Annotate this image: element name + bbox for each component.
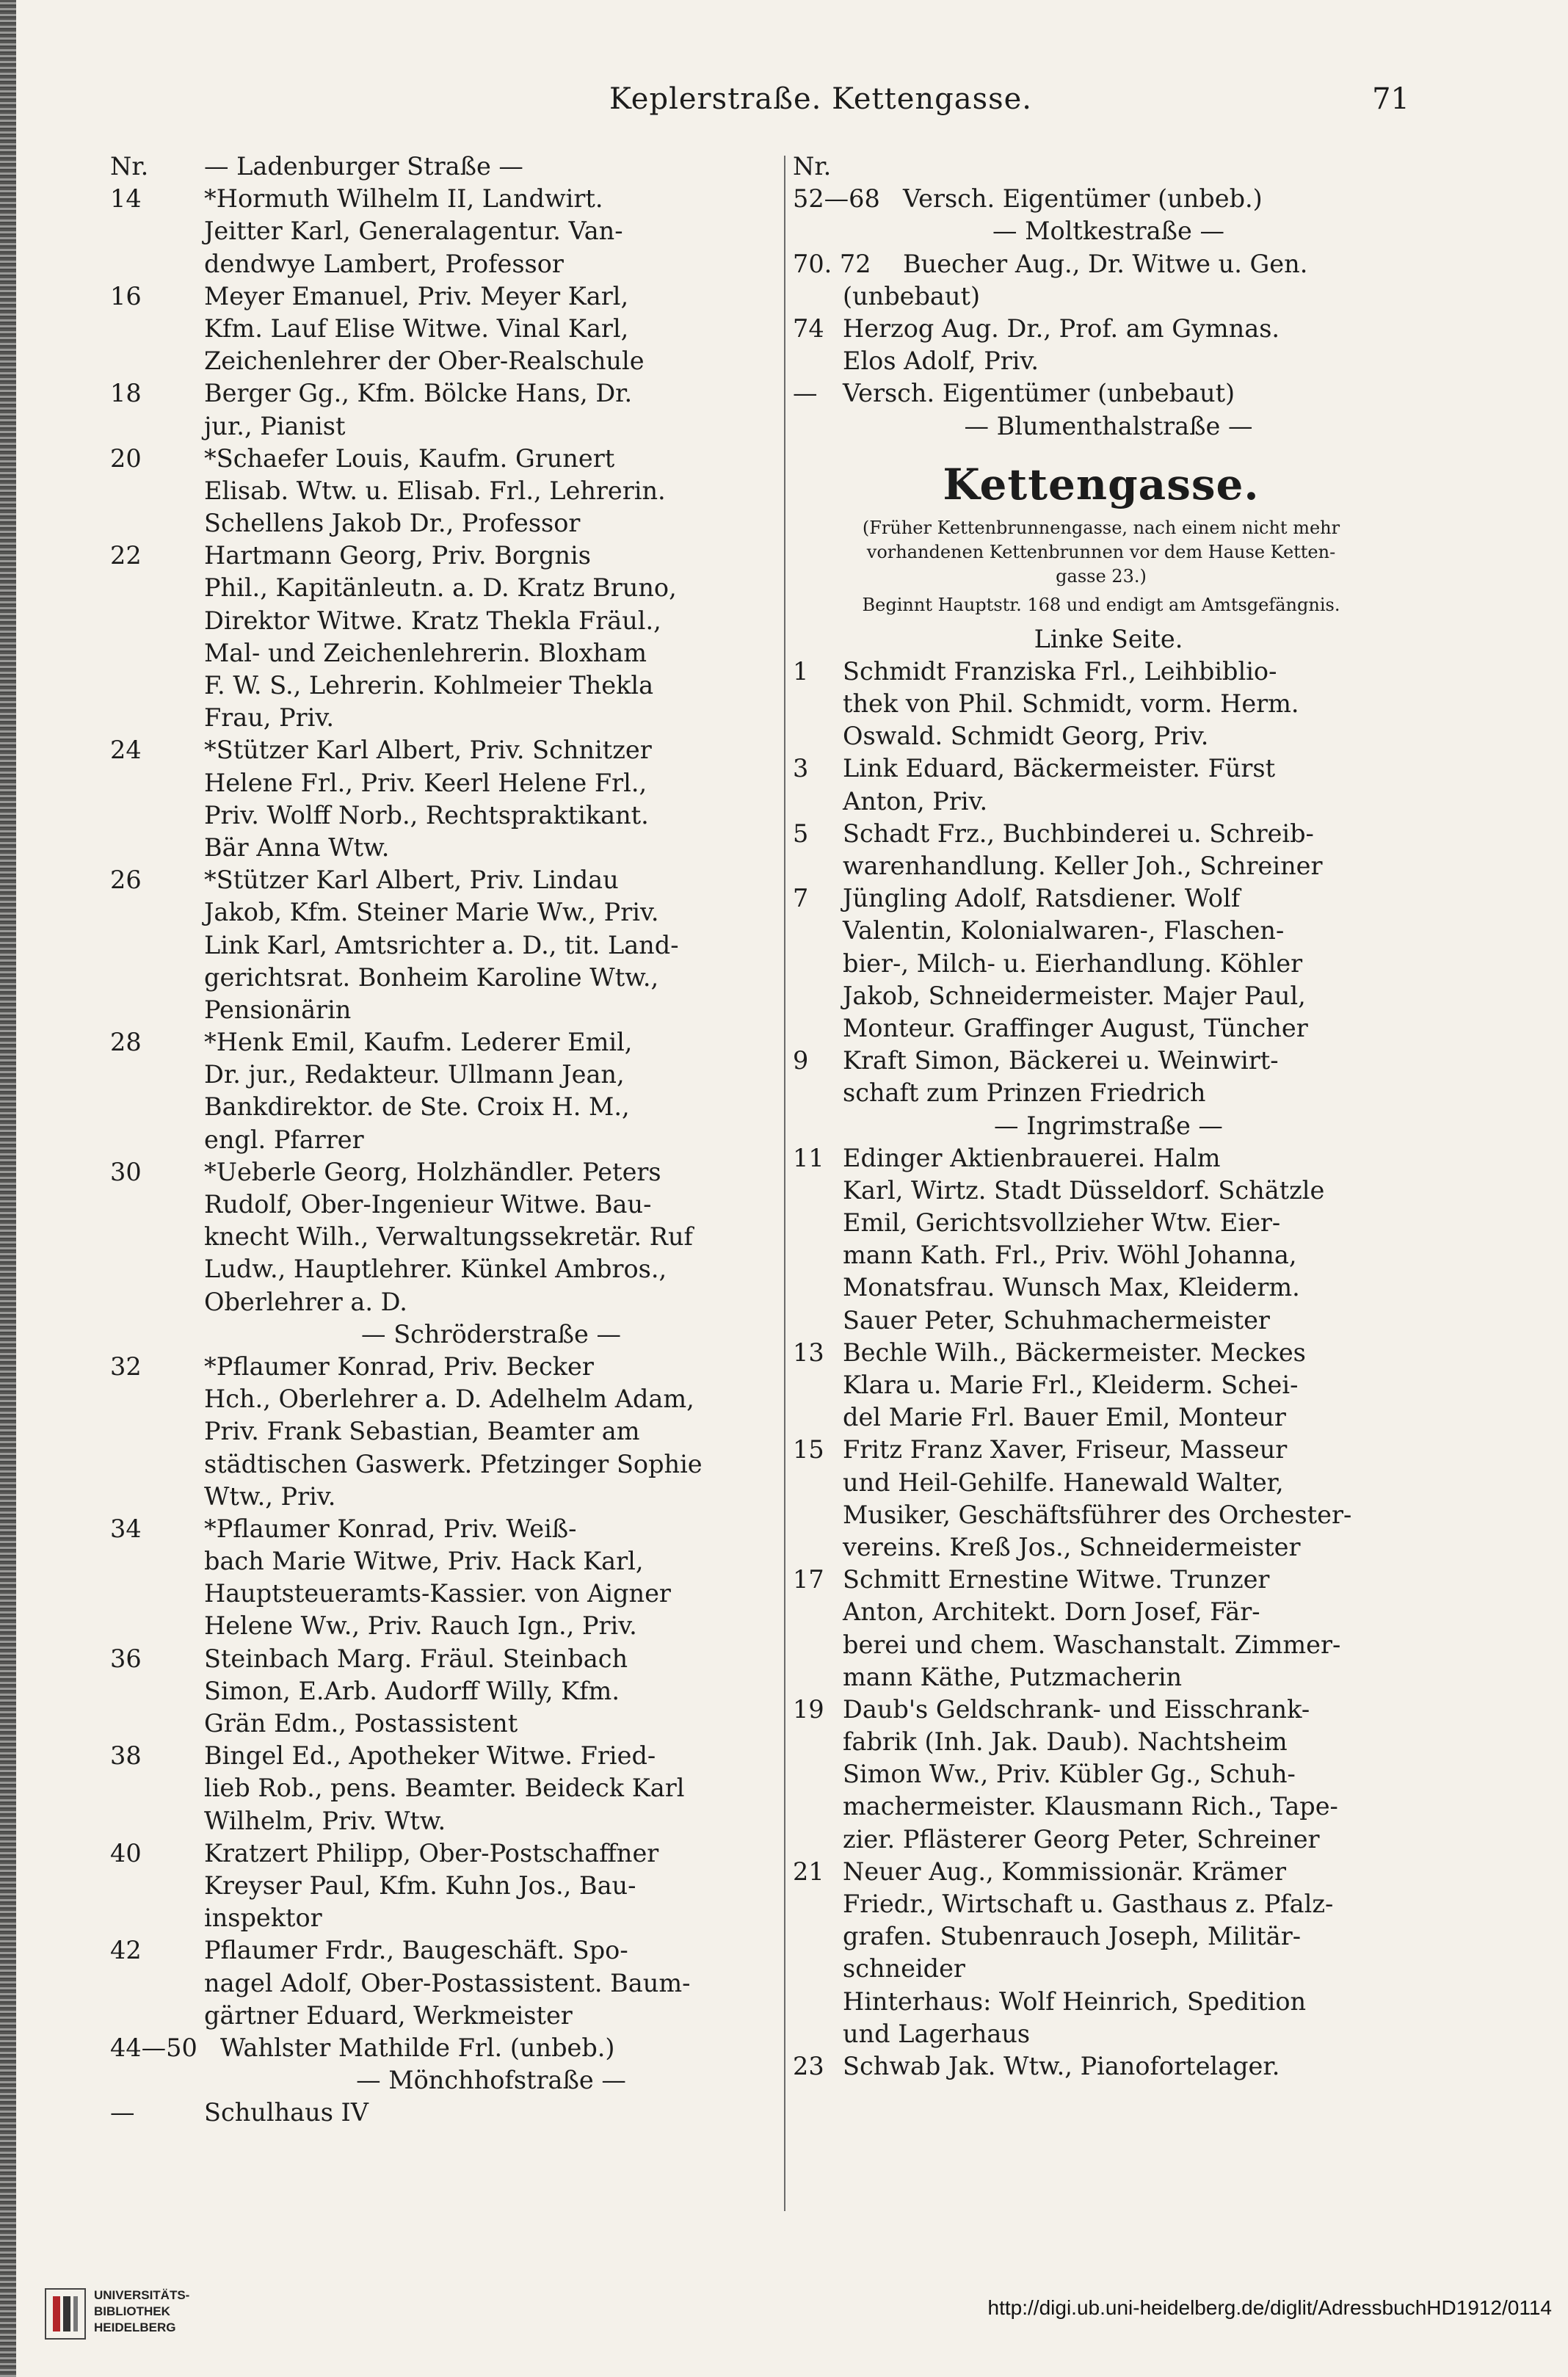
entry-text: Buecher Aug., Dr. Witwe u. Gen. bbox=[903, 249, 1308, 278]
entry-text: Helene Frl., Priv. Keerl Helene Frl., bbox=[204, 768, 647, 797]
entry-continuation bbox=[110, 1059, 778, 1091]
entry-text: Wilhelm, Priv. Wtw. bbox=[204, 1806, 446, 1835]
entry-continuation bbox=[110, 215, 778, 247]
entry-continuation bbox=[110, 313, 778, 345]
section-heading: Kettengasse. bbox=[943, 459, 1260, 509]
entry-continuation bbox=[793, 1888, 1409, 1920]
note-line: Beginnt Hauptstr. 168 und endigt am Amtsgefängnis. bbox=[862, 594, 1340, 615]
house-number: 1 bbox=[793, 656, 809, 686]
right-column bbox=[793, 150, 1409, 2083]
house-number: 22 bbox=[110, 541, 142, 570]
entry-continuation bbox=[793, 688, 1409, 720]
house-number: 42 bbox=[110, 1936, 142, 1965]
entry-text: Berger Gg., Kfm. Bölcke Hans, Dr. bbox=[204, 379, 633, 408]
house-number: 5 bbox=[793, 819, 809, 848]
entry-continuation bbox=[793, 1629, 1409, 1661]
street-divider-text: — Ingrimstraße — bbox=[994, 1111, 1223, 1140]
street-divider bbox=[793, 215, 1409, 247]
entry-text: gärtner Eduard, Werkmeister bbox=[204, 2000, 573, 2030]
house-entry bbox=[110, 443, 778, 475]
house-number: Nr. bbox=[793, 152, 832, 181]
entry-continuation bbox=[793, 1175, 1409, 1207]
entry-text: *Ueberle Georg, Holzhändler. Peters bbox=[204, 1157, 661, 1186]
entry-text: Ludw., Hauptlehrer. Künkel Ambros., bbox=[204, 1255, 667, 1284]
entry-text: — Ladenburger Straße — bbox=[204, 152, 523, 181]
scan-binding-edge bbox=[0, 0, 16, 2377]
entry-text: Priv. Wolff Norb., Rechtspraktikant. bbox=[204, 800, 649, 830]
entry-text: Anton, Architekt. Dorn Josef, Fär- bbox=[843, 1597, 1260, 1627]
entry-text: Elos Adolf, Priv. bbox=[843, 346, 1039, 376]
entry-continuation bbox=[110, 345, 778, 377]
entry-continuation bbox=[793, 785, 1409, 818]
house-number: 26 bbox=[110, 865, 142, 895]
house-entry bbox=[793, 2050, 1409, 2083]
entry-text: Daub's Geldschrank- und Eisschrank- bbox=[843, 1694, 1310, 1724]
entry-continuation bbox=[110, 1091, 778, 1123]
running-title: Keplerstraße. Kettengasse. bbox=[609, 82, 1033, 116]
entry-continuation bbox=[110, 1870, 778, 1902]
note-line: gasse 23.) bbox=[1056, 565, 1147, 587]
entry-text: machermeister. Klausmann Rich., Tape- bbox=[843, 1792, 1338, 1821]
entry-text: Kreyser Paul, Kfm. Kuhn Jos., Bau- bbox=[204, 1870, 636, 1900]
library-logo-text: UNIVERSITÄTS- BIBLIOTHEK HEIDELBERG bbox=[94, 2288, 190, 2334]
entry-text: grafen. Stubenrauch Joseph, Militär- bbox=[843, 1922, 1302, 1951]
house-entry bbox=[793, 882, 1409, 915]
entry-text: nagel Adolf, Ober-Postassistent. Baum- bbox=[204, 1968, 691, 1997]
entry-continuation bbox=[110, 1545, 778, 1578]
entry-text: *Henk Emil, Kaufm. Lederer Emil, bbox=[204, 1028, 633, 1057]
house-entry bbox=[793, 656, 1409, 688]
house-number: 28 bbox=[110, 1028, 142, 1057]
house-number: 40 bbox=[110, 1838, 142, 1868]
entry-text: berei und chem. Waschanstalt. Zimmer- bbox=[843, 1630, 1341, 1659]
house-number: 70. 72 bbox=[793, 249, 871, 278]
entry-text: Edinger Aktienbrauerei. Halm bbox=[843, 1143, 1221, 1172]
entry-continuation bbox=[110, 767, 778, 799]
house-number: 7 bbox=[793, 884, 809, 913]
entry-text: Phil., Kapitänleutn. a. D. Kratz Bruno, bbox=[204, 573, 677, 603]
house-entry bbox=[793, 150, 1409, 183]
house-number: 34 bbox=[110, 1514, 142, 1543]
house-number: 19 bbox=[793, 1694, 824, 1724]
entry-continuation bbox=[110, 994, 778, 1026]
entry-continuation bbox=[110, 929, 778, 962]
entry-text: Kraft Simon, Bäckerei u. Weinwirt- bbox=[843, 1046, 1279, 1075]
house-number: 16 bbox=[110, 281, 142, 311]
entry-text: Wahlster Mathilde Frl. (unbeb.) bbox=[220, 2033, 615, 2062]
page-number: 71 bbox=[1372, 82, 1409, 116]
entry-continuation bbox=[110, 2000, 778, 2032]
entry-continuation bbox=[793, 1823, 1409, 1856]
house-number: 24 bbox=[110, 736, 142, 765]
house-number: 74 bbox=[793, 313, 824, 343]
house-entry bbox=[793, 313, 1409, 345]
house-entry bbox=[793, 248, 1409, 280]
entry-continuation bbox=[793, 1239, 1409, 1271]
entry-continuation bbox=[793, 1499, 1409, 1531]
entry-text: Klara u. Marie Frl., Kleiderm. Schei- bbox=[843, 1371, 1299, 1399]
entry-continuation bbox=[110, 702, 778, 734]
entry-text: Rudolf, Ober-Ingenieur Witwe. Bau- bbox=[204, 1190, 652, 1219]
entry-continuation bbox=[793, 1920, 1409, 1953]
entry-text: Bingel Ed., Apotheker Witwe. Fried- bbox=[204, 1741, 656, 1771]
entry-continuation bbox=[110, 669, 778, 702]
entry-continuation bbox=[110, 1675, 778, 1708]
entry-text: Priv. Frank Sebastian, Beamter am bbox=[204, 1417, 640, 1446]
entry-continuation bbox=[110, 1383, 778, 1415]
house-number: — bbox=[793, 379, 818, 408]
entry-text: zier. Pflästerer Georg Peter, Schreiner bbox=[843, 1824, 1320, 1854]
entry-text: Sauer Peter, Schuhmachermeister bbox=[843, 1305, 1270, 1335]
library-logo bbox=[44, 2282, 213, 2348]
entry-text: Friedr., Wirtschaft u. Gasthaus z. Pfalz- bbox=[843, 1890, 1334, 1918]
street-divider bbox=[110, 2064, 778, 2097]
entry-text: Valentin, Kolonialwaren-, Flaschen- bbox=[843, 916, 1285, 946]
house-number: 36 bbox=[110, 1644, 142, 1673]
entry-text: *Pflaumer Konrad, Priv. Weiß- bbox=[204, 1514, 577, 1543]
entry-continuation bbox=[110, 637, 778, 669]
entry-text: Kfm. Lauf Elise Witwe. Vinal Karl, bbox=[204, 313, 629, 343]
entry-text: Musiker, Geschäftsführer des Orchester- bbox=[843, 1500, 1352, 1529]
entry-continuation bbox=[110, 832, 778, 864]
entry-continuation bbox=[793, 1467, 1409, 1499]
house-number: Nr. bbox=[110, 152, 149, 181]
entry-text: Pflaumer Frdr., Baugeschäft. Spo- bbox=[204, 1936, 628, 1965]
note-line: vorhandenen Kettenbrunnen vor dem Hause Ketten- bbox=[866, 541, 1336, 562]
entry-text: Direktor Witwe. Kratz Thekla Fräul., bbox=[204, 606, 661, 635]
entry-continuation bbox=[110, 1415, 778, 1448]
entry-continuation bbox=[110, 1902, 778, 1934]
entry-text: Hartmann Georg, Priv. Borgnis bbox=[204, 541, 591, 570]
entry-text: Simon, E.Arb. Audorff Willy, Kfm. bbox=[204, 1676, 620, 1705]
house-entry bbox=[110, 1837, 778, 1870]
house-entry bbox=[793, 1856, 1409, 1888]
right-column-bottom-entries bbox=[793, 656, 1409, 2083]
entry-text: thek von Phil. Schmidt, vorm. Herm. bbox=[843, 689, 1299, 719]
house-number: — bbox=[110, 2098, 135, 2127]
house-number: 9 bbox=[793, 1046, 809, 1075]
street-divider-text: — Moltkestraße — bbox=[992, 217, 1224, 246]
entry-text: Oberlehrer a. D. bbox=[204, 1287, 407, 1316]
house-number: 21 bbox=[793, 1857, 824, 1886]
entry-continuation bbox=[110, 475, 778, 507]
house-number: 3 bbox=[793, 754, 809, 783]
entry-text: Frau, Priv. bbox=[204, 703, 334, 733]
house-entry bbox=[110, 864, 778, 896]
entry-text: Schmitt Ernestine Witwe. Trunzer bbox=[843, 1565, 1270, 1594]
entry-text: vereins. Kreß Jos., Schneidermeister bbox=[843, 1532, 1301, 1561]
entry-continuation bbox=[110, 1286, 778, 1318]
entry-continuation bbox=[110, 1481, 778, 1513]
entry-text: *Stützer Karl Albert, Priv. Schnitzer bbox=[204, 736, 652, 765]
page-header bbox=[169, 82, 1409, 134]
entry-continuation bbox=[110, 248, 778, 280]
house-entry bbox=[110, 1351, 778, 1383]
entry-text: Elisab. Wtw. u. Elisab. Frl., Lehrerin. bbox=[204, 476, 666, 505]
entry-text: *Pflaumer Konrad, Priv. Becker bbox=[204, 1351, 594, 1381]
entry-continuation bbox=[793, 1986, 1409, 2018]
house-entry bbox=[110, 1643, 778, 1675]
entry-text: lieb Rob., pens. Beamter. Beideck Karl bbox=[204, 1774, 685, 1803]
entry-text: schneider bbox=[843, 1954, 965, 1984]
entry-text: Bechle Wilh., Bäckermeister. Meckes bbox=[843, 1338, 1306, 1367]
source-url[interactable]: http://digi.ub.uni-heidelberg.de/diglit/AdressbuchHD1912/0114 bbox=[987, 2296, 1552, 2319]
entry-continuation bbox=[793, 1077, 1409, 1109]
section-note bbox=[793, 516, 1409, 617]
entry-text: Jeitter Karl, Generalagentur. Van- bbox=[204, 217, 623, 246]
entry-text: Hinterhaus: Wolf Heinrich, Spedition bbox=[843, 1986, 1307, 2016]
entry-continuation bbox=[110, 1772, 778, 1804]
entry-continuation bbox=[110, 799, 778, 832]
column-divider bbox=[784, 156, 785, 2211]
entry-continuation bbox=[793, 1369, 1409, 1401]
entry-continuation bbox=[110, 1448, 778, 1481]
entry-text: Versch. Eigentümer (unbebaut) bbox=[843, 379, 1235, 408]
house-number: 13 bbox=[793, 1338, 824, 1367]
entry-continuation bbox=[793, 1758, 1409, 1790]
entry-text: del Marie Frl. Bauer Emil, Monteur bbox=[843, 1403, 1286, 1432]
house-number: 30 bbox=[110, 1157, 142, 1186]
street-divider bbox=[110, 1318, 778, 1351]
entry-text: mann Kath. Frl., Priv. Wöhl Johanna, bbox=[843, 1241, 1297, 1270]
entry-continuation bbox=[793, 1661, 1409, 1694]
entry-text: Versch. Eigentümer (unbeb.) bbox=[903, 184, 1263, 214]
house-entry bbox=[110, 540, 778, 572]
house-number: 15 bbox=[793, 1435, 824, 1465]
entry-continuation bbox=[110, 1221, 778, 1253]
entry-continuation bbox=[110, 1967, 778, 2000]
entry-text: Jakob, Kfm. Steiner Marie Ww., Priv. bbox=[204, 898, 659, 927]
side-label: Linke Seite. bbox=[1034, 624, 1183, 653]
house-number: 11 bbox=[793, 1143, 824, 1172]
entry-text: Meyer Emanuel, Priv. Meyer Karl, bbox=[204, 281, 629, 311]
entry-text: Oswald. Schmidt Georg, Priv. bbox=[843, 722, 1209, 751]
entry-continuation bbox=[110, 1610, 778, 1642]
entry-text: dendwye Lambert, Professor bbox=[204, 249, 564, 278]
entry-continuation bbox=[110, 896, 778, 929]
entry-text: *Schaefer Louis, Kaufm. Grunert bbox=[204, 443, 615, 473]
entry-text: Fritz Franz Xaver, Friseur, Masseur bbox=[843, 1435, 1288, 1465]
entry-text: Bär Anna Wtw. bbox=[204, 832, 390, 862]
house-entry bbox=[110, 1156, 778, 1188]
house-number: 20 bbox=[110, 443, 142, 473]
right-column-top-entries bbox=[793, 150, 1409, 443]
house-number: 23 bbox=[793, 2051, 824, 2080]
house-number: 52—68 bbox=[793, 184, 880, 214]
entry-continuation bbox=[793, 2018, 1409, 2050]
entry-text: gerichtsrat. Bonheim Karoline Wtw., bbox=[204, 962, 659, 992]
entry-continuation bbox=[793, 280, 1409, 313]
entry-text: bier-, Milch- u. Eierhandlung. Köhler bbox=[843, 948, 1303, 978]
house-entry bbox=[793, 818, 1409, 850]
entry-text: und Lagerhaus bbox=[843, 2019, 1031, 2048]
entry-continuation bbox=[110, 1188, 778, 1221]
entry-text: engl. Pfarrer bbox=[204, 1125, 364, 1154]
street-divider-text: — Schröderstraße — bbox=[361, 1319, 621, 1349]
library-logo-icon bbox=[44, 2287, 87, 2340]
house-number: 44—50 bbox=[110, 2033, 197, 2062]
house-entry bbox=[110, 183, 778, 215]
entry-continuation bbox=[110, 1708, 778, 1740]
entry-continuation bbox=[793, 1531, 1409, 1564]
entry-text: Dr. jur., Redakteur. Ullmann Jean, bbox=[204, 1060, 625, 1089]
entry-continuation bbox=[110, 507, 778, 540]
entry-text: Schmidt Franziska Frl., Leihbiblio- bbox=[843, 656, 1277, 686]
entry-text: Zeichenlehrer der Ober-Realschule bbox=[204, 346, 645, 376]
house-entry bbox=[110, 1934, 778, 1967]
entry-continuation bbox=[110, 572, 778, 604]
entry-text: fabrik (Inh. Jak. Daub). Nachtsheim bbox=[843, 1727, 1288, 1757]
entry-text: knecht Wilh., Verwaltungssekretär. Ruf bbox=[204, 1222, 693, 1252]
house-number: 14 bbox=[110, 184, 142, 214]
house-entry bbox=[110, 150, 778, 183]
house-entry bbox=[110, 2032, 778, 2064]
entry-continuation bbox=[793, 720, 1409, 752]
entry-text: Jüngling Adolf, Ratsdiener. Wolf bbox=[843, 884, 1241, 913]
entry-continuation bbox=[110, 1253, 778, 1285]
entry-text: Pensionärin bbox=[204, 995, 352, 1024]
entry-text: Hch., Oberlehrer a. D. Adelhelm Adam, bbox=[204, 1385, 694, 1414]
entry-continuation bbox=[110, 1124, 778, 1156]
entry-text: schaft zum Prinzen Friedrich bbox=[843, 1078, 1206, 1108]
entry-text: inspektor bbox=[204, 1904, 322, 1933]
entry-text: Kratzert Philipp, Ober-Postschaffner bbox=[204, 1838, 659, 1868]
entry-continuation bbox=[793, 1726, 1409, 1758]
entry-text: jur., Pianist bbox=[204, 411, 346, 440]
house-entry bbox=[793, 1142, 1409, 1175]
entry-text: Schulhaus IV bbox=[204, 2098, 369, 2127]
entry-continuation bbox=[793, 1304, 1409, 1337]
entry-text: Schellens Jakob Dr., Professor bbox=[204, 509, 581, 538]
house-entry bbox=[793, 752, 1409, 785]
house-entry bbox=[110, 1026, 778, 1059]
house-entry bbox=[793, 1337, 1409, 1369]
house-entry bbox=[793, 1564, 1409, 1596]
house-entry bbox=[793, 1434, 1409, 1466]
entry-text: Emil, Gerichtsvollzieher Wtw. Eier- bbox=[843, 1208, 1281, 1238]
house-entry bbox=[110, 1513, 778, 1545]
entry-continuation bbox=[793, 1596, 1409, 1628]
entry-continuation bbox=[793, 1271, 1409, 1304]
entry-text: *Hormuth Wilhelm II, Landwirt. bbox=[204, 184, 603, 214]
house-entry bbox=[110, 2097, 778, 2129]
entry-text: Jakob, Schneidermeister. Majer Paul, bbox=[843, 981, 1306, 1010]
entry-continuation bbox=[110, 1805, 778, 1837]
street-divider-text: — Blumenthalstraße — bbox=[964, 411, 1253, 440]
entry-text: *Stützer Karl Albert, Priv. Lindau bbox=[204, 865, 619, 895]
entry-text: städtischen Gaswerk. Pfetzinger Sophie bbox=[204, 1449, 703, 1478]
entry-text: mann Käthe, Putzmacherin bbox=[843, 1662, 1183, 1691]
entry-text: Neuer Aug., Kommissionär. Krämer bbox=[843, 1857, 1286, 1886]
house-entry bbox=[793, 183, 1409, 215]
street-divider-text: — Mönchhofstraße — bbox=[356, 2066, 626, 2095]
entry-text: (unbebaut) bbox=[843, 281, 981, 311]
entry-continuation bbox=[793, 850, 1409, 882]
entry-continuation bbox=[110, 410, 778, 443]
entry-text: Steinbach Marg. Fräul. Steinbach bbox=[204, 1644, 628, 1673]
house-entry bbox=[110, 734, 778, 766]
house-entry bbox=[793, 377, 1409, 410]
house-number: 38 bbox=[110, 1741, 142, 1771]
entry-continuation bbox=[793, 980, 1409, 1012]
entry-continuation bbox=[110, 605, 778, 637]
house-entry bbox=[793, 1045, 1409, 1077]
entry-continuation bbox=[110, 1578, 778, 1610]
entry-continuation bbox=[793, 1953, 1409, 1985]
entry-text: Anton, Priv. bbox=[843, 786, 988, 816]
house-number: 32 bbox=[110, 1351, 142, 1381]
house-entry bbox=[110, 1740, 778, 1772]
entry-text: Grän Edm., Postassistent bbox=[204, 1709, 518, 1738]
entry-continuation bbox=[793, 1790, 1409, 1823]
entry-text: Link Karl, Amtsrichter a. D., tit. Land- bbox=[204, 930, 679, 959]
entry-text: Karl, Wirtz. Stadt Düsseldorf. Schätzle bbox=[843, 1175, 1325, 1205]
entry-text: Hauptsteueramts-Kassier. von Aigner bbox=[204, 1579, 671, 1608]
entry-continuation bbox=[793, 1012, 1409, 1045]
entry-text: warenhandlung. Keller Joh., Schreiner bbox=[843, 852, 1323, 880]
entry-text: Bankdirektor. de Ste. Croix H. M., bbox=[204, 1092, 630, 1122]
entry-text: Schwab Jak. Wtw., Pianofortelager. bbox=[843, 2051, 1280, 2080]
house-number: 18 bbox=[110, 379, 142, 408]
entry-continuation bbox=[110, 962, 778, 994]
entry-text: Herzog Aug. Dr., Prof. am Gymnas. bbox=[843, 313, 1280, 343]
entry-text: Mal- und Zeichenlehrerin. Bloxham bbox=[204, 638, 647, 667]
entry-text: Monteur. Graffinger August, Tüncher bbox=[843, 1013, 1308, 1042]
street-divider bbox=[793, 410, 1409, 443]
entry-continuation bbox=[793, 1401, 1409, 1434]
street-divider bbox=[793, 1110, 1409, 1142]
entry-text: bach Marie Witwe, Priv. Hack Karl, bbox=[204, 1547, 644, 1576]
house-entry bbox=[793, 1694, 1409, 1726]
entry-text: Helene Ww., Priv. Rauch Ign., Priv. bbox=[204, 1611, 637, 1641]
entry-text: Schadt Frz., Buchbinderei u. Schreib- bbox=[843, 819, 1314, 848]
entry-continuation bbox=[793, 915, 1409, 947]
entry-text: Monatsfrau. Wunsch Max, Kleiderm. bbox=[843, 1273, 1300, 1302]
house-number: 17 bbox=[793, 1565, 824, 1594]
house-entry bbox=[110, 377, 778, 410]
entry-text: und Heil-Gehilfe. Hanewald Walter, bbox=[843, 1467, 1284, 1497]
entry-text: Simon Ww., Priv. Kübler Gg., Schuh- bbox=[843, 1760, 1296, 1789]
entry-text: Link Eduard, Bäckermeister. Fürst bbox=[843, 754, 1276, 783]
entry-text: F. W. S., Lehrerin. Kohlmeier Thekla bbox=[204, 671, 654, 700]
entry-continuation bbox=[793, 1207, 1409, 1239]
entry-text: Wtw., Priv. bbox=[204, 1481, 336, 1511]
note-line: (Früher Kettenbrunnengasse, nach einem nicht mehr bbox=[862, 517, 1340, 538]
left-column bbox=[110, 150, 778, 2129]
entry-continuation bbox=[793, 948, 1409, 980]
entry-continuation bbox=[793, 345, 1409, 377]
house-entry bbox=[110, 280, 778, 313]
